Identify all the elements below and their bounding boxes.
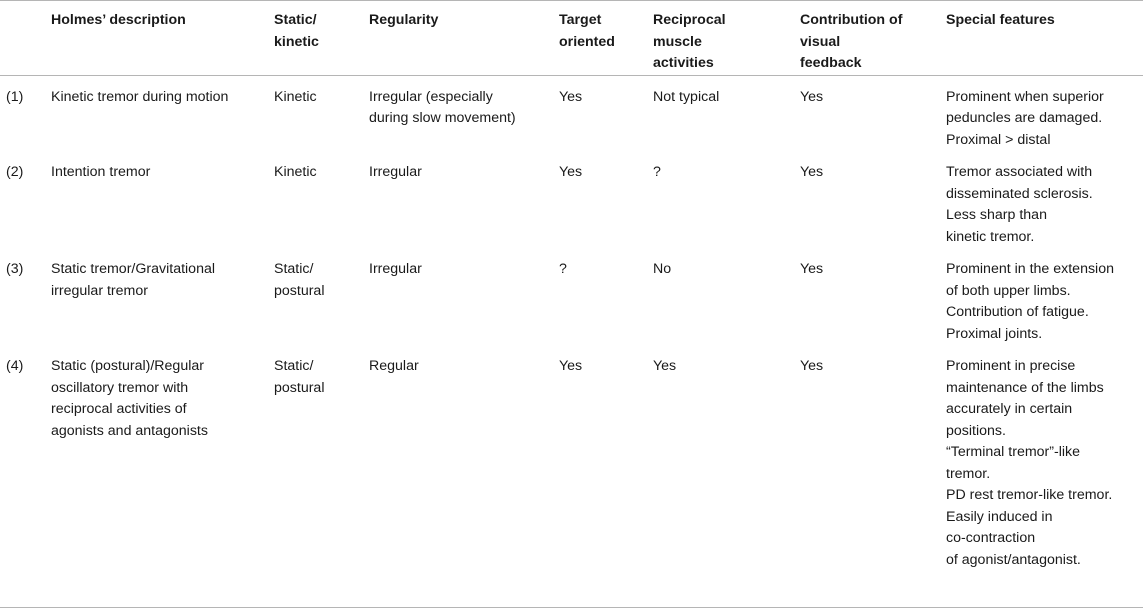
cell-regularity bbox=[363, 345, 553, 607]
cell-line: Tremor associated with bbox=[946, 164, 1093, 180]
cell-static-kinetic bbox=[268, 248, 363, 345]
cell-special-features bbox=[940, 345, 1143, 607]
header-line: oriented bbox=[559, 33, 615, 50]
cell-regularity bbox=[363, 75, 553, 151]
cell-line: kinetic tremor. bbox=[946, 228, 1035, 245]
cell-visual-feedback bbox=[794, 345, 940, 607]
cell-line: No bbox=[653, 261, 672, 277]
cell-line: ? bbox=[653, 164, 661, 180]
cell-line: Yes bbox=[653, 358, 677, 374]
cell-line: Prominent when superior bbox=[946, 88, 1104, 105]
row-index bbox=[0, 345, 45, 607]
cell-line: Proximal > distal bbox=[946, 131, 1051, 148]
table-row bbox=[0, 151, 1143, 248]
cell-line: ? bbox=[559, 261, 567, 277]
cell-line: PD rest tremor-like tremor. bbox=[946, 487, 1113, 503]
cell-line: oscillatory tremor with bbox=[51, 379, 189, 396]
cell-special-features bbox=[940, 75, 1143, 151]
cell-line: accurately in certain bbox=[946, 401, 1073, 417]
cell-target-oriented bbox=[553, 151, 647, 248]
cell-line: “Terminal tremor”-like bbox=[946, 444, 1081, 460]
row-index bbox=[0, 248, 45, 345]
cell-regularity bbox=[363, 248, 553, 345]
header-visual-feedback bbox=[794, 1, 940, 76]
cell-line: Static tremor/Gravitational bbox=[51, 261, 216, 277]
cell-line: of both upper limbs. bbox=[946, 282, 1071, 299]
cell-line: Yes bbox=[559, 164, 583, 180]
header-row bbox=[0, 1, 1143, 76]
cell-line: (2) bbox=[6, 164, 24, 180]
cell-line: of agonist/antagonist. bbox=[946, 551, 1081, 568]
cell-line: irregular tremor bbox=[51, 282, 148, 299]
cell-target-oriented bbox=[553, 75, 647, 151]
cell-line: co-contraction bbox=[946, 530, 1036, 546]
cell-visual-feedback bbox=[794, 151, 940, 248]
cell-line: peduncles are damaged. bbox=[946, 110, 1103, 126]
header-line: Static/ bbox=[274, 12, 317, 28]
cell-line: Prominent in precise bbox=[946, 358, 1076, 374]
cell-line: reciprocal activities of bbox=[51, 401, 187, 417]
header-line: Target bbox=[559, 12, 602, 28]
cell-line: Irregular bbox=[369, 164, 422, 180]
header-static-kinetic bbox=[268, 1, 363, 76]
header-target-oriented bbox=[553, 1, 647, 76]
table-row bbox=[0, 248, 1143, 345]
cell-special-features bbox=[940, 151, 1143, 248]
header-line: Special features bbox=[946, 12, 1055, 28]
cell-static-kinetic bbox=[268, 75, 363, 151]
header-special-features bbox=[940, 1, 1143, 76]
cell-line: Intention tremor bbox=[51, 164, 151, 180]
cell-line: Not typical bbox=[653, 88, 720, 105]
header-line: Holmes’ description bbox=[51, 12, 186, 28]
row-index bbox=[0, 151, 45, 248]
cell-holmes-description bbox=[45, 248, 268, 345]
header-regularity bbox=[363, 1, 553, 76]
cell-line: Yes bbox=[800, 88, 824, 105]
cell-reciprocal bbox=[647, 248, 794, 345]
cell-holmes-description bbox=[45, 151, 268, 248]
cell-line: Contribution of fatigue. bbox=[946, 304, 1089, 320]
cell-line: Kinetic bbox=[274, 88, 317, 105]
cell-line: disseminated sclerosis. bbox=[946, 185, 1093, 202]
cell-line: Irregular (especially bbox=[369, 88, 493, 105]
header-line: activities bbox=[653, 55, 714, 71]
header-line: visual bbox=[800, 33, 841, 50]
cell-line: Kinetic tremor during motion bbox=[51, 88, 229, 105]
header-line: Regularity bbox=[369, 12, 439, 28]
cell-line: (3) bbox=[6, 261, 24, 277]
cell-line: Proximal joints. bbox=[946, 325, 1043, 342]
header-line: muscle bbox=[653, 33, 702, 50]
cell-line: (4) bbox=[6, 358, 24, 374]
cell-line: Static (postural)/Regular bbox=[51, 358, 204, 374]
header-line: feedback bbox=[800, 55, 862, 71]
cell-reciprocal bbox=[647, 75, 794, 151]
cell-reciprocal bbox=[647, 151, 794, 248]
cell-line: Yes bbox=[559, 88, 583, 105]
cell-line: Less sharp than bbox=[946, 207, 1047, 223]
table-row bbox=[0, 75, 1143, 151]
cell-static-kinetic bbox=[268, 151, 363, 248]
cell-regularity bbox=[363, 151, 553, 248]
cell-line: during slow movement) bbox=[369, 110, 516, 126]
cell-line: Regular bbox=[369, 358, 419, 374]
header-reciprocal-muscle-activities bbox=[647, 1, 794, 76]
cell-target-oriented bbox=[553, 248, 647, 345]
table-row bbox=[0, 345, 1143, 607]
header-line: Reciprocal bbox=[653, 12, 726, 28]
cell-line: maintenance of the limbs bbox=[946, 379, 1104, 396]
cell-line: Yes bbox=[800, 164, 824, 180]
cell-holmes-description bbox=[45, 75, 268, 151]
cell-line: Irregular bbox=[369, 261, 422, 277]
cell-static-kinetic bbox=[268, 345, 363, 607]
row-index bbox=[0, 75, 45, 151]
cell-line: Yes bbox=[800, 261, 824, 277]
cell-line: Yes bbox=[800, 358, 824, 374]
cell-line: Easily induced in bbox=[946, 508, 1053, 525]
cell-line: positions. bbox=[946, 422, 1006, 439]
cell-line: Yes bbox=[559, 358, 583, 374]
cell-visual-feedback bbox=[794, 75, 940, 151]
cell-line: Kinetic bbox=[274, 164, 317, 180]
cell-line: (1) bbox=[6, 88, 24, 105]
cell-holmes-description bbox=[45, 345, 268, 607]
header-index bbox=[0, 1, 45, 76]
cell-line: Prominent in the extension bbox=[946, 261, 1114, 277]
cell-target-oriented bbox=[553, 345, 647, 607]
cell-line: agonists and antagonists bbox=[51, 422, 208, 439]
cell-reciprocal bbox=[647, 345, 794, 607]
cell-visual-feedback bbox=[794, 248, 940, 345]
cell-line: Static/ bbox=[274, 358, 314, 374]
cell-line: postural bbox=[274, 282, 325, 299]
cell-special-features bbox=[940, 248, 1143, 345]
header-holmes-description bbox=[45, 1, 268, 76]
cell-line: Static/ bbox=[274, 261, 314, 277]
header-line: Contribution of bbox=[800, 12, 903, 28]
cell-line: tremor. bbox=[946, 465, 991, 482]
cell-line: postural bbox=[274, 379, 325, 396]
header-line: kinetic bbox=[274, 33, 319, 50]
